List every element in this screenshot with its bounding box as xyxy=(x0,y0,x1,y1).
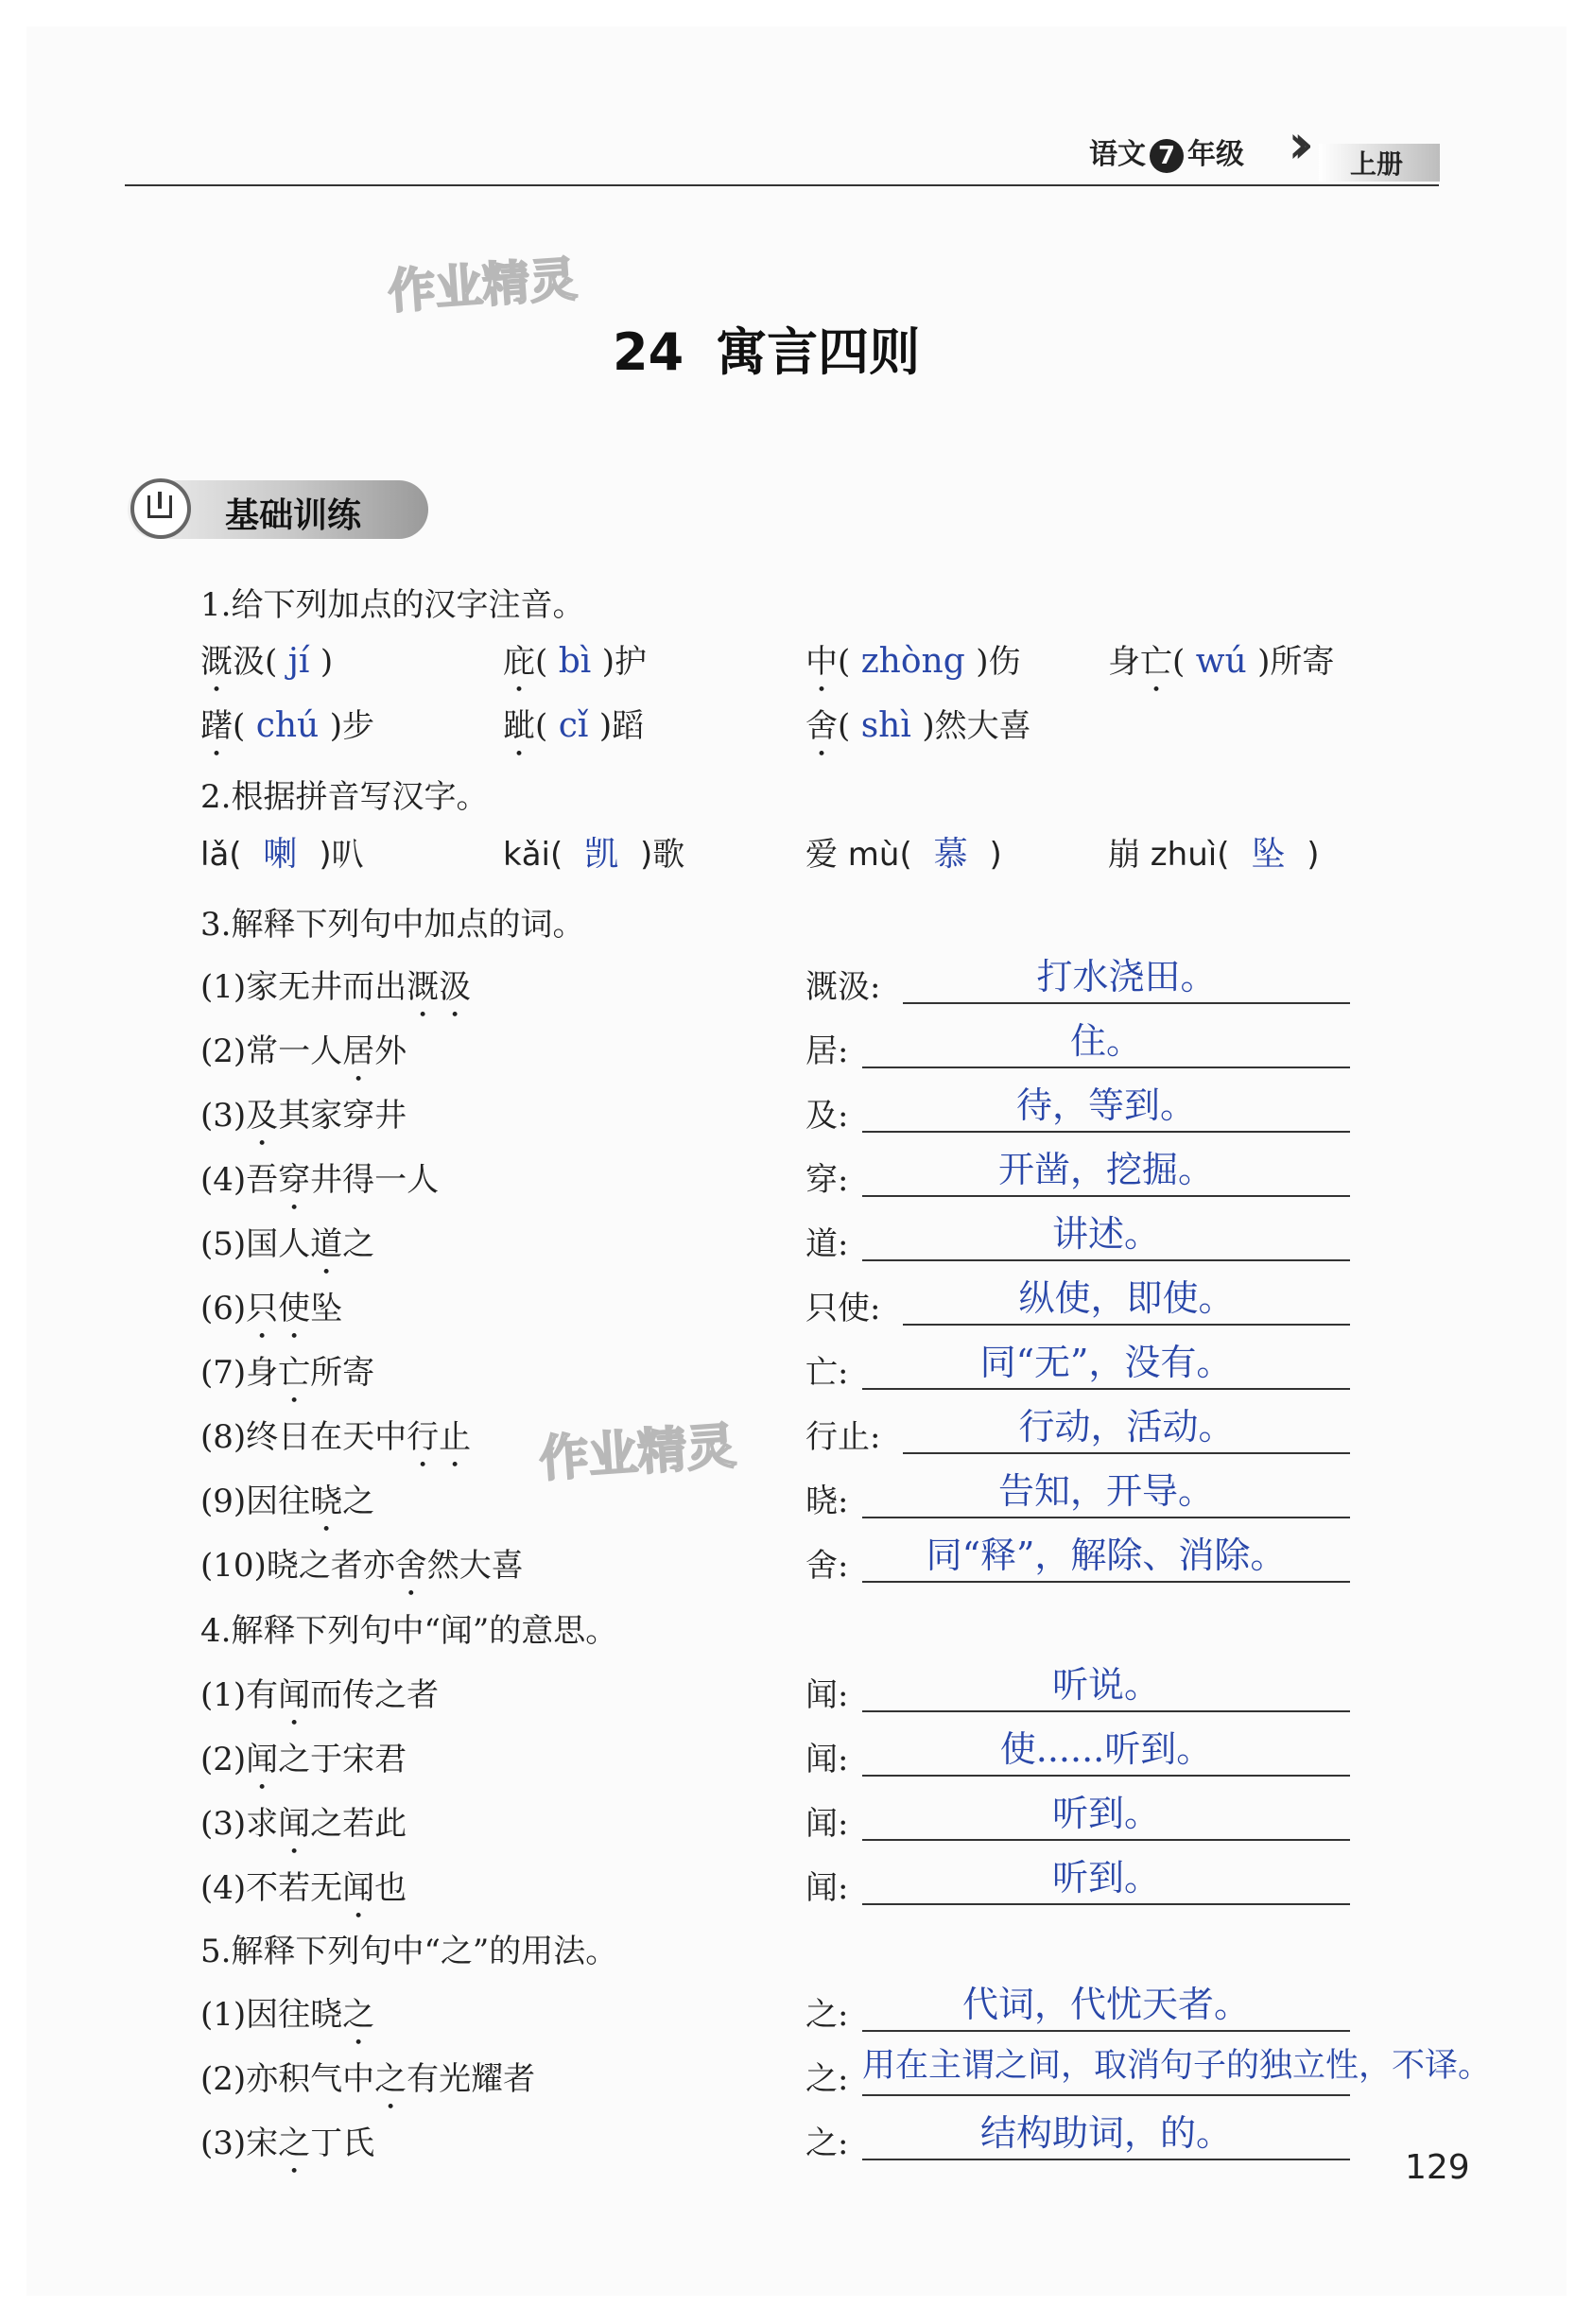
q5-answer: 结构助词，的。 xyxy=(979,2112,1232,2154)
q3-sentence xyxy=(200,1282,342,1346)
q3-dotted-word: 穿 xyxy=(278,1161,311,1199)
q3-prompt: 3.解释下列句中加点的词。 xyxy=(200,906,585,944)
q2-item xyxy=(503,827,684,876)
double-chevron-icon: ›› xyxy=(1288,112,1298,176)
q1-item-text: )护 xyxy=(601,643,647,681)
q3-answer-line xyxy=(862,1388,1350,1390)
q4-sentence-text: 之若此 xyxy=(310,1805,407,1843)
q3-answer-line xyxy=(862,1517,1350,1518)
q1-item xyxy=(200,700,374,764)
q2-pinyin: lǎ( xyxy=(200,836,242,874)
q3-answer: 告知，开导。 xyxy=(997,1470,1214,1512)
q1-item-text: ( xyxy=(838,643,851,681)
q3-label: 穿: xyxy=(805,1161,849,1199)
q3-sentence xyxy=(200,1539,524,1604)
q4-sentence-text: (2) xyxy=(200,1741,247,1778)
q5-sentence-text: 丁氏 xyxy=(310,2125,375,2162)
q5-answer: 用在主谓之间，取消句子的独立性，不译。 xyxy=(862,2047,1492,2085)
q4-label: 闻: xyxy=(805,1741,849,1778)
q2-tail: )歌 xyxy=(640,836,685,874)
q1-item-text: ( xyxy=(233,707,246,745)
q2-pinyin: kǎi( xyxy=(503,836,563,874)
q2-prompt: 2.根据拼音写汉字。 xyxy=(200,778,489,816)
q5-dotted-word: 之 xyxy=(278,2125,311,2162)
q1-dotted-char: 中 xyxy=(805,643,838,681)
q3-dotted-word: 居 xyxy=(342,1032,375,1070)
q3-dotted-word: 晓 xyxy=(310,1483,343,1520)
q1-dotted-char: 溉 xyxy=(200,643,233,681)
q5-prompt: 5.解释下列句中“之”的用法。 xyxy=(200,1933,618,1970)
q3-sentence-text: (10)晓之者亦 xyxy=(200,1547,395,1585)
q4-answer: 听说。 xyxy=(1051,1664,1160,1706)
q3-answer: 开凿，挖掘。 xyxy=(997,1149,1214,1190)
q3-sentence-text: (6) xyxy=(200,1290,247,1327)
q1-item-text: ( xyxy=(1172,643,1186,681)
q4-answer: 听到。 xyxy=(1051,1857,1160,1899)
q3-sentence xyxy=(200,1153,439,1218)
q4-dotted-word: 闻 xyxy=(246,1741,279,1778)
q4-answer: 使......听到。 xyxy=(999,1728,1213,1770)
q3-label: 道: xyxy=(805,1225,849,1263)
q1-item-text: ) xyxy=(320,643,334,681)
q4-answer-line xyxy=(862,1775,1350,1777)
q3-sentence xyxy=(200,1218,374,1282)
watermark-middle: 作业精灵 xyxy=(537,1417,738,1489)
q4-prompt: 4.解释下列句中“闻”的意思。 xyxy=(200,1612,618,1650)
q1-answer: wú xyxy=(1185,642,1258,681)
q1-item xyxy=(1108,635,1334,700)
q3-answer-line xyxy=(903,1002,1350,1004)
header-rule xyxy=(125,184,1439,186)
q3-sentence-text: 之 xyxy=(342,1483,375,1520)
q3-label: 只使: xyxy=(805,1290,881,1327)
q1-answer: zhòng xyxy=(850,642,977,681)
q3-sentence-text: (5)国人 xyxy=(200,1225,311,1263)
q3-answer: 住。 xyxy=(1069,1020,1142,1062)
header-grade-suffix: 年级 xyxy=(1187,138,1244,171)
q3-sentence-text: (1)家无井而出 xyxy=(200,968,407,1006)
q3-label: 亡: xyxy=(805,1354,849,1392)
q2-answer: 慕 xyxy=(911,835,990,874)
q2-answer: 坠 xyxy=(1229,835,1307,874)
lesson-title-text: 寓言四则 xyxy=(716,321,921,382)
q4-dotted-word: 闻 xyxy=(342,1869,375,1907)
q3-sentence-text: (8)终日在天中 xyxy=(200,1418,407,1456)
q3-label: 晓: xyxy=(805,1483,849,1520)
q1-item-text: ( xyxy=(535,707,548,745)
q3-sentence-text: (7)身 xyxy=(200,1354,279,1392)
q3-sentence xyxy=(200,1411,471,1475)
q1-item xyxy=(805,635,1020,700)
q2-item xyxy=(1108,827,1320,876)
q1-item xyxy=(503,700,644,764)
q3-dotted-word: 行止 xyxy=(407,1418,472,1456)
q1-item-text: 汲( xyxy=(233,643,278,681)
q3-answer-line xyxy=(903,1452,1350,1454)
q2-item xyxy=(200,827,364,876)
q1-item-text: ( xyxy=(838,707,851,745)
q5-label: 之: xyxy=(805,2060,849,2098)
q3-sentence xyxy=(200,1346,374,1411)
q3-sentence-text: (9)因往 xyxy=(200,1483,311,1520)
q3-answer: 纵使，即使。 xyxy=(1018,1277,1235,1319)
q1-dotted-char: 跐 xyxy=(503,707,535,745)
q3-answer-line xyxy=(862,1581,1350,1583)
q5-answer-line xyxy=(862,2094,1350,2096)
q2-item xyxy=(805,827,1002,876)
q3-answer: 同“释”，解除、消除。 xyxy=(926,1535,1287,1576)
header-subject: 语文 xyxy=(1089,138,1146,171)
q3-label: 及: xyxy=(805,1097,849,1135)
q3-sentence-text: (4)吾 xyxy=(200,1161,279,1199)
q3-answer-line xyxy=(862,1067,1350,1068)
q1-dotted-char: 舍 xyxy=(805,707,838,745)
q3-answer: 待，等到。 xyxy=(1015,1084,1196,1126)
q1-item xyxy=(200,635,333,700)
q2-answer: 喇 xyxy=(241,835,320,874)
q3-sentence-text: 之 xyxy=(342,1225,375,1263)
q4-sentence xyxy=(200,1862,407,1926)
q5-label: 之: xyxy=(805,2125,849,2162)
section-title: 基础训练 xyxy=(225,496,362,535)
q3-answer: 同“无”，没有。 xyxy=(979,1342,1233,1383)
q3-answer-line xyxy=(862,1131,1350,1133)
q5-sentence xyxy=(200,2053,535,2117)
q4-sentence-text: 而传之者 xyxy=(310,1676,440,1714)
q2-pinyin: 爱 mù( xyxy=(805,836,912,874)
q4-sentence xyxy=(200,1669,439,1733)
q1-answer: bì xyxy=(547,642,602,681)
q5-sentence-text: (3)宋 xyxy=(200,2125,279,2162)
q3-label: 溉汲: xyxy=(805,968,881,1006)
page-number: 129 xyxy=(1405,2148,1470,2187)
q4-sentence-text: (4)不若无 xyxy=(200,1869,343,1907)
q1-item-text: )步 xyxy=(329,707,374,745)
q3-sentence-text: 井得一人 xyxy=(310,1161,440,1199)
q3-dotted-word: 及 xyxy=(246,1097,279,1135)
lesson-title xyxy=(613,312,920,385)
q4-label: 闻: xyxy=(805,1805,849,1843)
q3-sentence xyxy=(200,1089,407,1153)
q1-answer: cǐ xyxy=(547,706,599,745)
q3-dotted-word: 溉汲 xyxy=(407,968,472,1006)
q3-label: 舍: xyxy=(805,1547,849,1585)
q5-dotted-word: 之 xyxy=(374,2060,407,2098)
header-subject-grade xyxy=(1089,130,1244,173)
q1-answer: shì xyxy=(850,706,923,745)
q3-sentence-text: 所寄 xyxy=(310,1354,375,1392)
book-icon xyxy=(147,495,172,518)
q4-dotted-word: 闻 xyxy=(278,1676,311,1714)
q3-answer-line xyxy=(862,1259,1350,1261)
q5-label: 之: xyxy=(805,1996,849,2034)
q5-sentence-text: 有光耀者 xyxy=(407,2060,536,2098)
q4-dotted-word: 闻 xyxy=(278,1805,311,1843)
q3-dotted-word: 道 xyxy=(310,1225,343,1263)
q3-answer-line xyxy=(862,1195,1350,1197)
q3-dotted-word: 亡 xyxy=(278,1354,311,1392)
q4-label: 闻: xyxy=(805,1676,849,1714)
q5-answer: 代词，代忧天者。 xyxy=(961,1984,1250,2025)
q3-sentence-text: 然大喜 xyxy=(426,1547,524,1585)
q3-dotted-word: 舍 xyxy=(394,1547,427,1585)
q1-item xyxy=(805,700,1031,764)
q3-label: 居: xyxy=(805,1032,849,1070)
q4-sentence-text: (1)有 xyxy=(200,1676,279,1714)
q3-label: 行止: xyxy=(805,1418,881,1456)
q3-sentence-text: 坠 xyxy=(310,1290,343,1327)
q3-sentence xyxy=(200,1475,374,1539)
q1-dotted-char: 躇 xyxy=(200,707,233,745)
q1-answer: jí xyxy=(277,642,320,681)
q3-sentence-text: 其家穿井 xyxy=(278,1097,407,1135)
q3-answer: 讲述。 xyxy=(1051,1213,1160,1255)
q1-prompt: 1.给下列加点的汉字注音。 xyxy=(200,586,585,624)
q4-sentence xyxy=(200,1733,407,1797)
q3-answer: 打水浇田。 xyxy=(1036,956,1217,997)
q1-item-text: ( xyxy=(535,643,548,681)
q1-item-text: )所寄 xyxy=(1257,643,1335,681)
q1-item-text: )蹈 xyxy=(598,707,645,745)
q1-dotted-char: 亡 xyxy=(1140,643,1172,681)
q4-sentence-text: (3)求 xyxy=(200,1805,279,1843)
q5-sentence xyxy=(200,2117,374,2181)
q2-tail: )叭 xyxy=(319,836,364,874)
q1-answer: chú xyxy=(245,706,330,745)
q1-dotted-char: 庇 xyxy=(503,643,535,681)
q3-sentence-text: 外 xyxy=(374,1032,407,1070)
q3-sentence xyxy=(200,1025,407,1089)
q1-item-text: 身 xyxy=(1108,643,1140,681)
q5-sentence-text: (2)亦积气中 xyxy=(200,2060,375,2098)
q4-sentence-text: 也 xyxy=(374,1869,407,1907)
q5-sentence xyxy=(200,1988,374,2053)
q4-answer-line xyxy=(862,1710,1350,1712)
q3-sentence-text: (3) xyxy=(200,1097,247,1135)
q2-tail: ) xyxy=(989,836,1002,874)
q3-dotted-word: 只使 xyxy=(246,1290,311,1327)
q5-sentence-text: (1)因往晓 xyxy=(200,1996,343,2034)
q3-sentence xyxy=(200,961,471,1025)
q4-label: 闻: xyxy=(805,1869,849,1907)
lesson-number: 24 xyxy=(613,322,684,382)
q4-answer-line xyxy=(862,1839,1350,1841)
q1-item-text: )然大喜 xyxy=(922,707,1031,745)
q5-answer-line xyxy=(862,2159,1350,2160)
volume-label: 上册 xyxy=(1350,148,1404,180)
q4-answer-line xyxy=(862,1903,1350,1905)
q1-item-text: )伤 xyxy=(976,643,1021,681)
q2-answer: 凯 xyxy=(563,835,641,874)
q5-answer-line xyxy=(862,2030,1350,2032)
watermark-top: 作业精灵 xyxy=(386,251,580,320)
q2-pinyin: 崩 zhuì( xyxy=(1108,836,1230,874)
q4-answer: 听到。 xyxy=(1051,1793,1160,1834)
grade-circle: 7 xyxy=(1150,139,1184,173)
q4-sentence-text: 之于宋君 xyxy=(278,1741,407,1778)
q3-answer-line xyxy=(903,1324,1350,1326)
q1-item xyxy=(503,635,647,700)
q2-tail: ) xyxy=(1307,836,1320,874)
q3-answer: 行动，活动。 xyxy=(1018,1406,1235,1448)
q3-sentence-text: (2)常一人 xyxy=(200,1032,343,1070)
q4-sentence xyxy=(200,1797,407,1862)
q5-dotted-word: 之 xyxy=(342,1996,375,2034)
